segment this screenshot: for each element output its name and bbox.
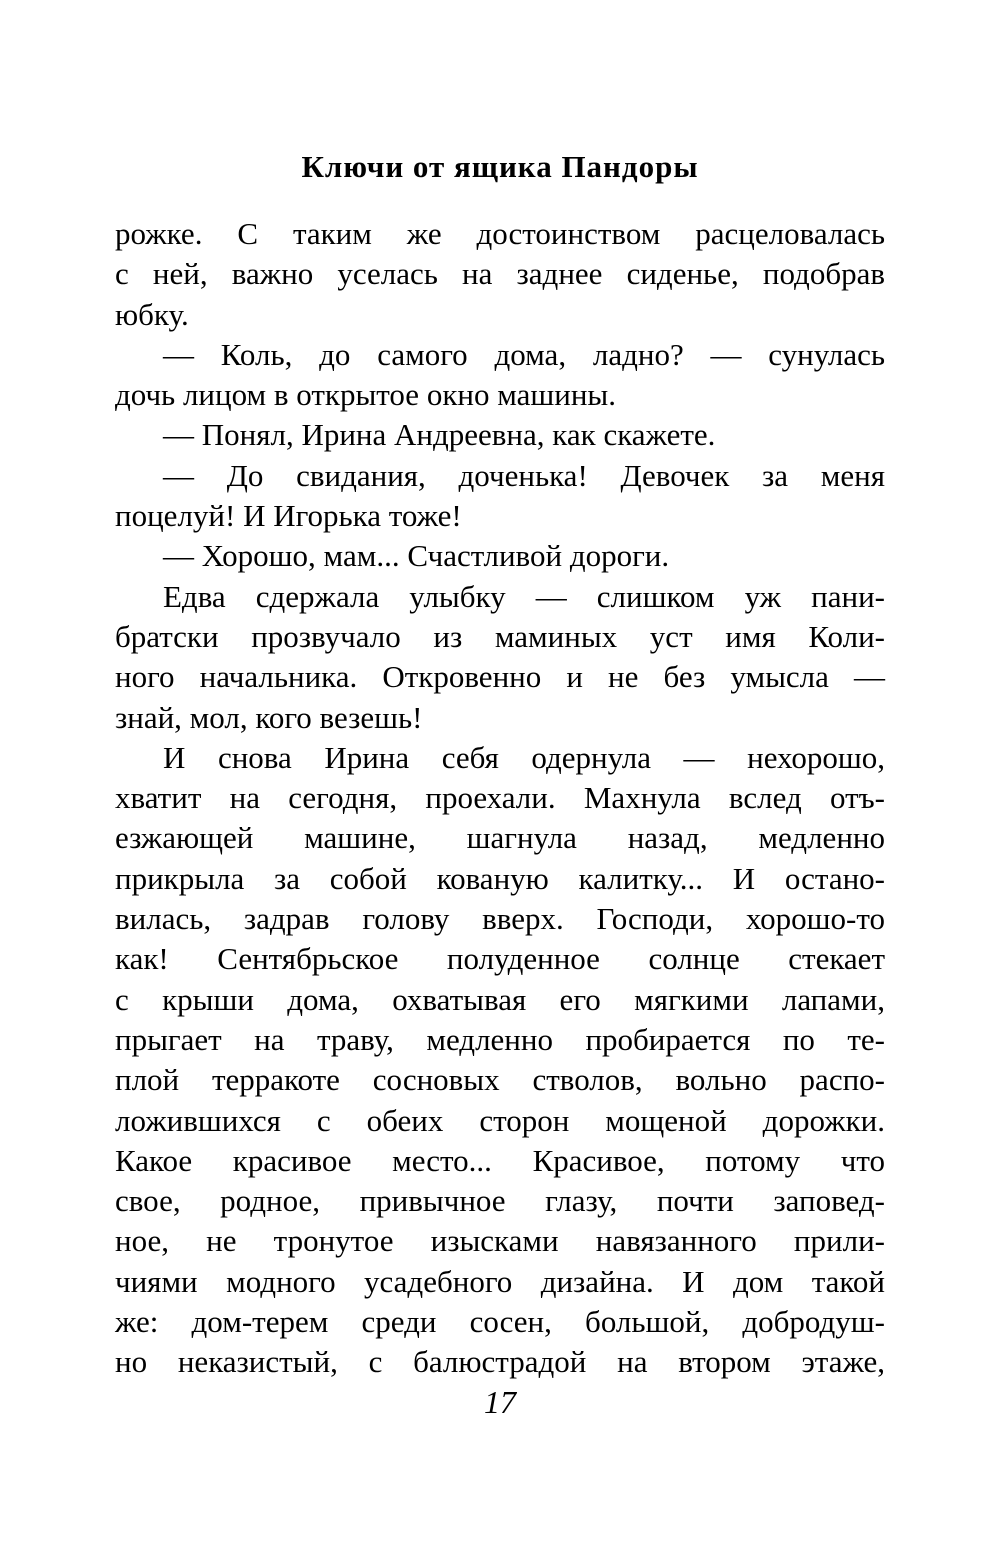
- text-line: ложившихся с обеих сторон мощеной дорожки.: [115, 1102, 885, 1138]
- text-line: прикрыла за собой кованую калитку... И остано-: [115, 860, 885, 896]
- text-line: поцелуй! И Игорька тоже!: [115, 498, 462, 534]
- text-line: братски прозвучало из маминых уст имя Коли-: [115, 618, 885, 654]
- text-line: дочь лицом в открытое окно машины.: [115, 377, 617, 413]
- text-line: свое, родное, привычное глазу, почти заповед-: [115, 1183, 885, 1219]
- text-line: вилась, задрав голову вверх. Господи, хорошо-то: [115, 901, 885, 937]
- text-line: как! Сентябрьское полуденное солнце стекает: [115, 941, 885, 977]
- text-line: — До свидания, доченька! Девочек за меня: [163, 457, 885, 493]
- page-number: 17: [484, 1384, 516, 1420]
- text-line: И снова Ирина себя одернула — нехорошо,: [163, 739, 885, 775]
- text-line: Какое красивое место... Красивое, потому что: [115, 1142, 885, 1178]
- text-line: — Хорошо, мам... Счастливой дороги.: [163, 538, 670, 574]
- text-line: но неказистый, с балюстрадой на втором этаже,: [115, 1344, 885, 1380]
- text-line: рожке. С таким же достоинством расцеловалась: [115, 216, 885, 251]
- text-line: езжающей машине, шагнула назад, медленно: [115, 820, 885, 856]
- text-line: — Понял, Ирина Андреевна, как скажете.: [163, 417, 716, 453]
- text-line: хватит на сегодня, проехали. Махнула вслед отъ-: [115, 780, 885, 816]
- text-line: ное, не тронутое изысками навязанного прили-: [115, 1223, 885, 1259]
- text-body: [115, 214, 885, 1383]
- running-header-title: Ключи от ящика Пандоры: [301, 149, 699, 184]
- text-line: прыгает на траву, медленно пробирается по те-: [115, 1021, 885, 1057]
- text-line: с ней, важно уселась на заднее сиденье, подобрав: [115, 256, 885, 292]
- text-line: Едва сдержала улыбку — слишком уж пани-: [163, 578, 885, 614]
- text-line: знай, мол, кого везешь!: [115, 699, 423, 735]
- text-line: юбку.: [115, 296, 189, 332]
- text-line: чиями модного усадебного дизайна. И дом такой: [115, 1263, 885, 1299]
- text-line: плой терракоте сосновых стволов, вольно распо-: [115, 1062, 885, 1098]
- text-line: же: дом-терем среди сосен, большой, добродуш-: [115, 1304, 885, 1340]
- text-line: ного начальника. Откровенно и не без умысла —: [115, 659, 885, 695]
- text-line: — Коль, до самого дома, ладно? — сунулась: [163, 336, 885, 372]
- text-line: с крыши дома, охватывая его мягкими лапами,: [115, 981, 885, 1017]
